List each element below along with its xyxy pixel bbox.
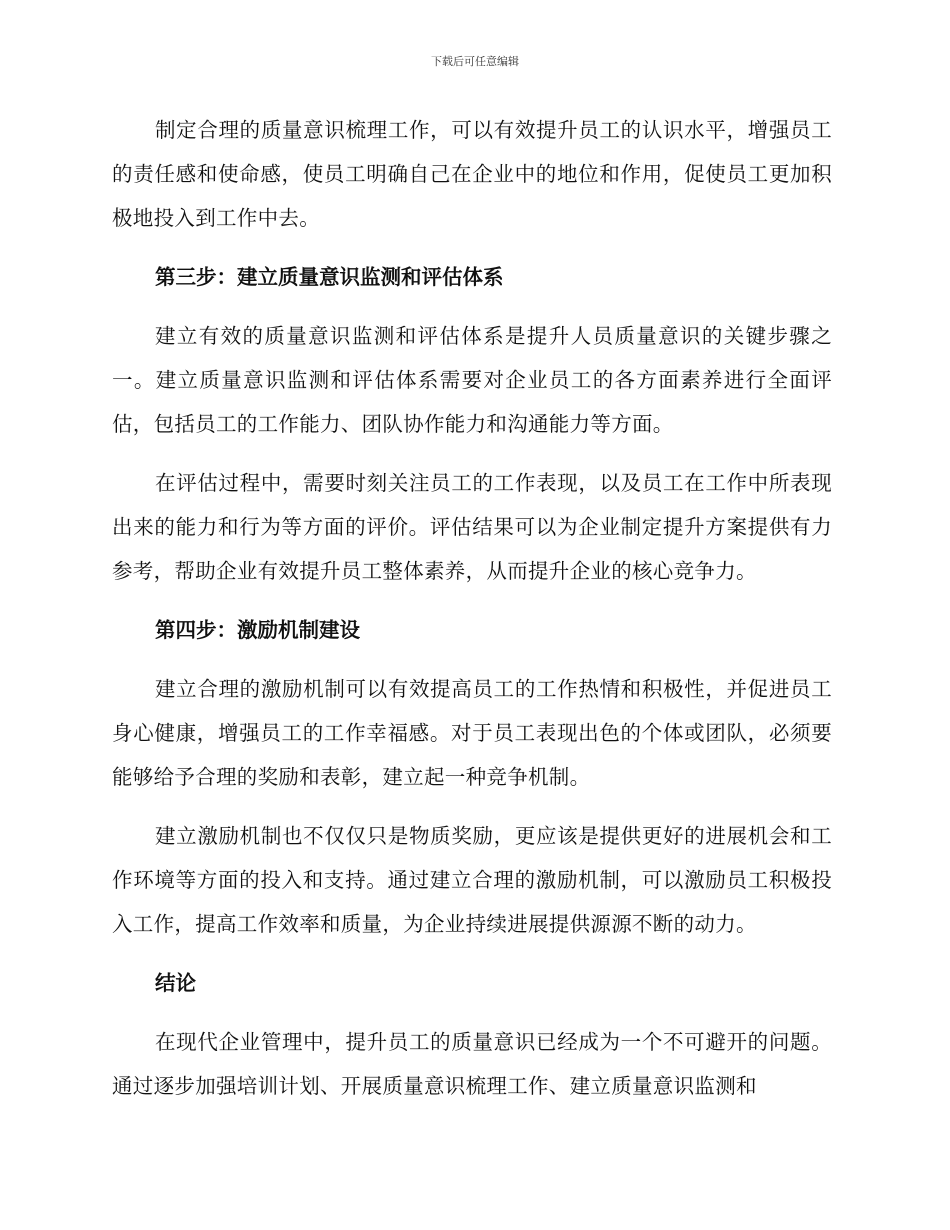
- paragraph-2: 建立有效的质量意识监测和评估体系是提升人员质量意识的关键步骤之一。建立质量意识监测和评估体系需要对企业员工的各方面素养进行全面评估，包括员工的工作能力、团队协作能力和沟通能力等方面。: [112, 324, 832, 436]
- header-note: 下载后可任意编辑: [431, 55, 519, 68]
- section-heading-step3: 第三步：建立质量意识监测和评估体系: [155, 265, 504, 289]
- paragraph-3: 在评估过程中，需要时刻关注员工的工作表现，以及员工在工作中所表现出来的能力和行为等方面的评价。评估结果可以为企业制定提升方案提供有力参考，帮助企业有效提升员工整体素养，从而提升企业的核心竞争力。: [112, 471, 832, 583]
- section-heading-conclusion: 结论: [155, 971, 196, 995]
- paragraph-4: 建立合理的激励机制可以有效提高员工的工作热情和积极性，并促进员工身心健康，增强员工的工作幸福感。对于员工表现出色的个体或团队，必须要能够给予合理的奖励和表彰，建立起一种竞争机制。: [112, 677, 832, 789]
- section-heading-step4: 第四步：激励机制建设: [155, 618, 360, 642]
- paragraph-6: 在现代企业管理中，提升员工的质量意识已经成为一个不可避开的问题。通过逐步加强培训计划、开展质量意识梳理工作、建立质量意识监测和: [112, 1030, 832, 1098]
- paragraph-1: 制定合理的质量意识梳理工作，可以有效提升员工的认识水平，增强员工的责任感和使命感，使员工明确自己在企业中的地位和作用，促使员工更加积极地投入到工作中去。: [112, 118, 832, 230]
- document-body: [112, 108, 832, 1123]
- paragraph-5: 建立激励机制也不仅仅只是物质奖励，更应该是提供更好的进展机会和工作环境等方面的投入和支持。通过建立合理的激励机制，可以激励员工积极投入工作，提高工作效率和质量，为企业持续进展提供源源不断的动力。: [112, 824, 832, 936]
